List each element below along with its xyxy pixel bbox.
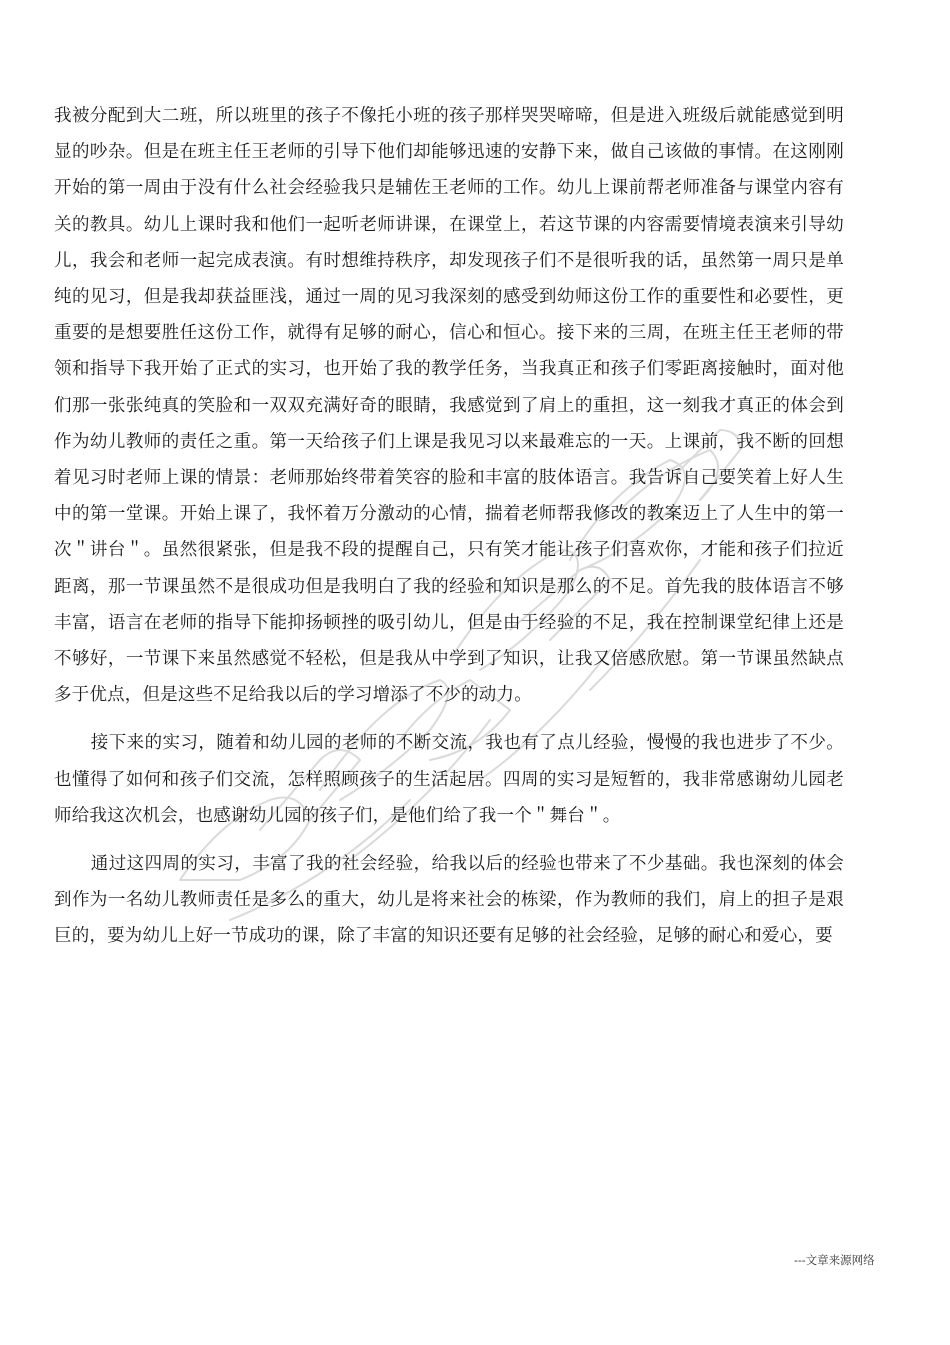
paragraph-3: 通过这四周的实习，丰富了我的社会经验，给我以后的经验也带来了不少基础。我也深刻的体会到作为一名幼儿教师责任是多么的重大，幼儿是将来社会的栋梁，作为教师的我们，肩上的担子是艰巨的，要为幼儿上好一节成功的课，除了丰富的知识还要有足够的社会经验，足够的耐心和爱心，要 [54, 854, 844, 947]
paragraph-2: 接下来的实习，随着和幼儿园的老师的不断交流，我也有了点儿经验，慢慢的我也进步了不少。也懂得了如何和孩子们交流，怎样照顾孩子的生活起居。四周的实习是短暂的，我非常感谢幼儿园老师给我这次机会，也感谢幼儿园的孩子们，是他们给了我一个＂舞台＂。 [54, 733, 844, 826]
source-note: ---文章来源网络 [794, 1253, 875, 1267]
paragraph-1: 我被分配到大二班，所以班里的孩子不像托小班的孩子那样哭哭啼啼，但是进入班级后就能感觉到明显的吵杂。但是在班主任王老师的引导下他们却能够迅速的安静下来，做自己该做的事情。在这刚刚开始的第一周由于没有什么社会经验我只是辅佐王老师的工作。幼儿上课前帮老师准备与课堂内容有关的教具。幼儿上课时我和他们一起听老师讲课，在课堂上，若这节课的内容需要情境表演来引导幼儿，我会和老师一起完成表演。有时想维持秩序，却发现孩子们不是很听我的话，虽然第一周只是单纯的见习，但是我却获益匪浅，通过一周的见习我深刻的感受到幼师这份工作的重要性和必要性，更重要的是想要胜任这份工作，就得有足够的耐心，信心和恒心。接下来的三周，在班主任王老师的带领和指导下我开始了正式的实习，也开始了我的教学任务，当我真正和孩子们零距离接触时，面对他们那一张张纯真的笑脸和一双双充满好奇的眼睛，我感觉到了肩上的重担，这一刻我才真正的体会到作为幼儿教师的责任之重。第一天给孩子们上课是我见习以来最难忘的一天。上课前，我不断的回想着见习时老师上课的情景：老师那始终带着笑容的脸和丰富的肢体语言。我告诉自己要笑着上好人生中的第一堂课。开始上课了，我怀着万分激动的心情，揣着老师帮我修改的教案迈上了人生中的第一次＂讲台＂。虽然很紧张，但是我不段的提醒自己，只有笑才能让孩子们喜欢你，才能和孩子们拉近距离，那一节课虽然不是很成功但是我明白了我的经验和知识是那么的不足。首先我的肢体语言不够丰富，语言在老师的指导下能抑扬顿挫的吸引幼儿，但是由于经验的不足，我在控制课堂纪律上还是不够好，一节课下来虽然感觉不轻松，但是我从中学到了知识，让我又倍感欣慰。第一节课虽然缺点多于优点，但是这些不足给我以后的学习增添了不少的动力。 [54, 106, 844, 706]
document-body [54, 98, 844, 955]
